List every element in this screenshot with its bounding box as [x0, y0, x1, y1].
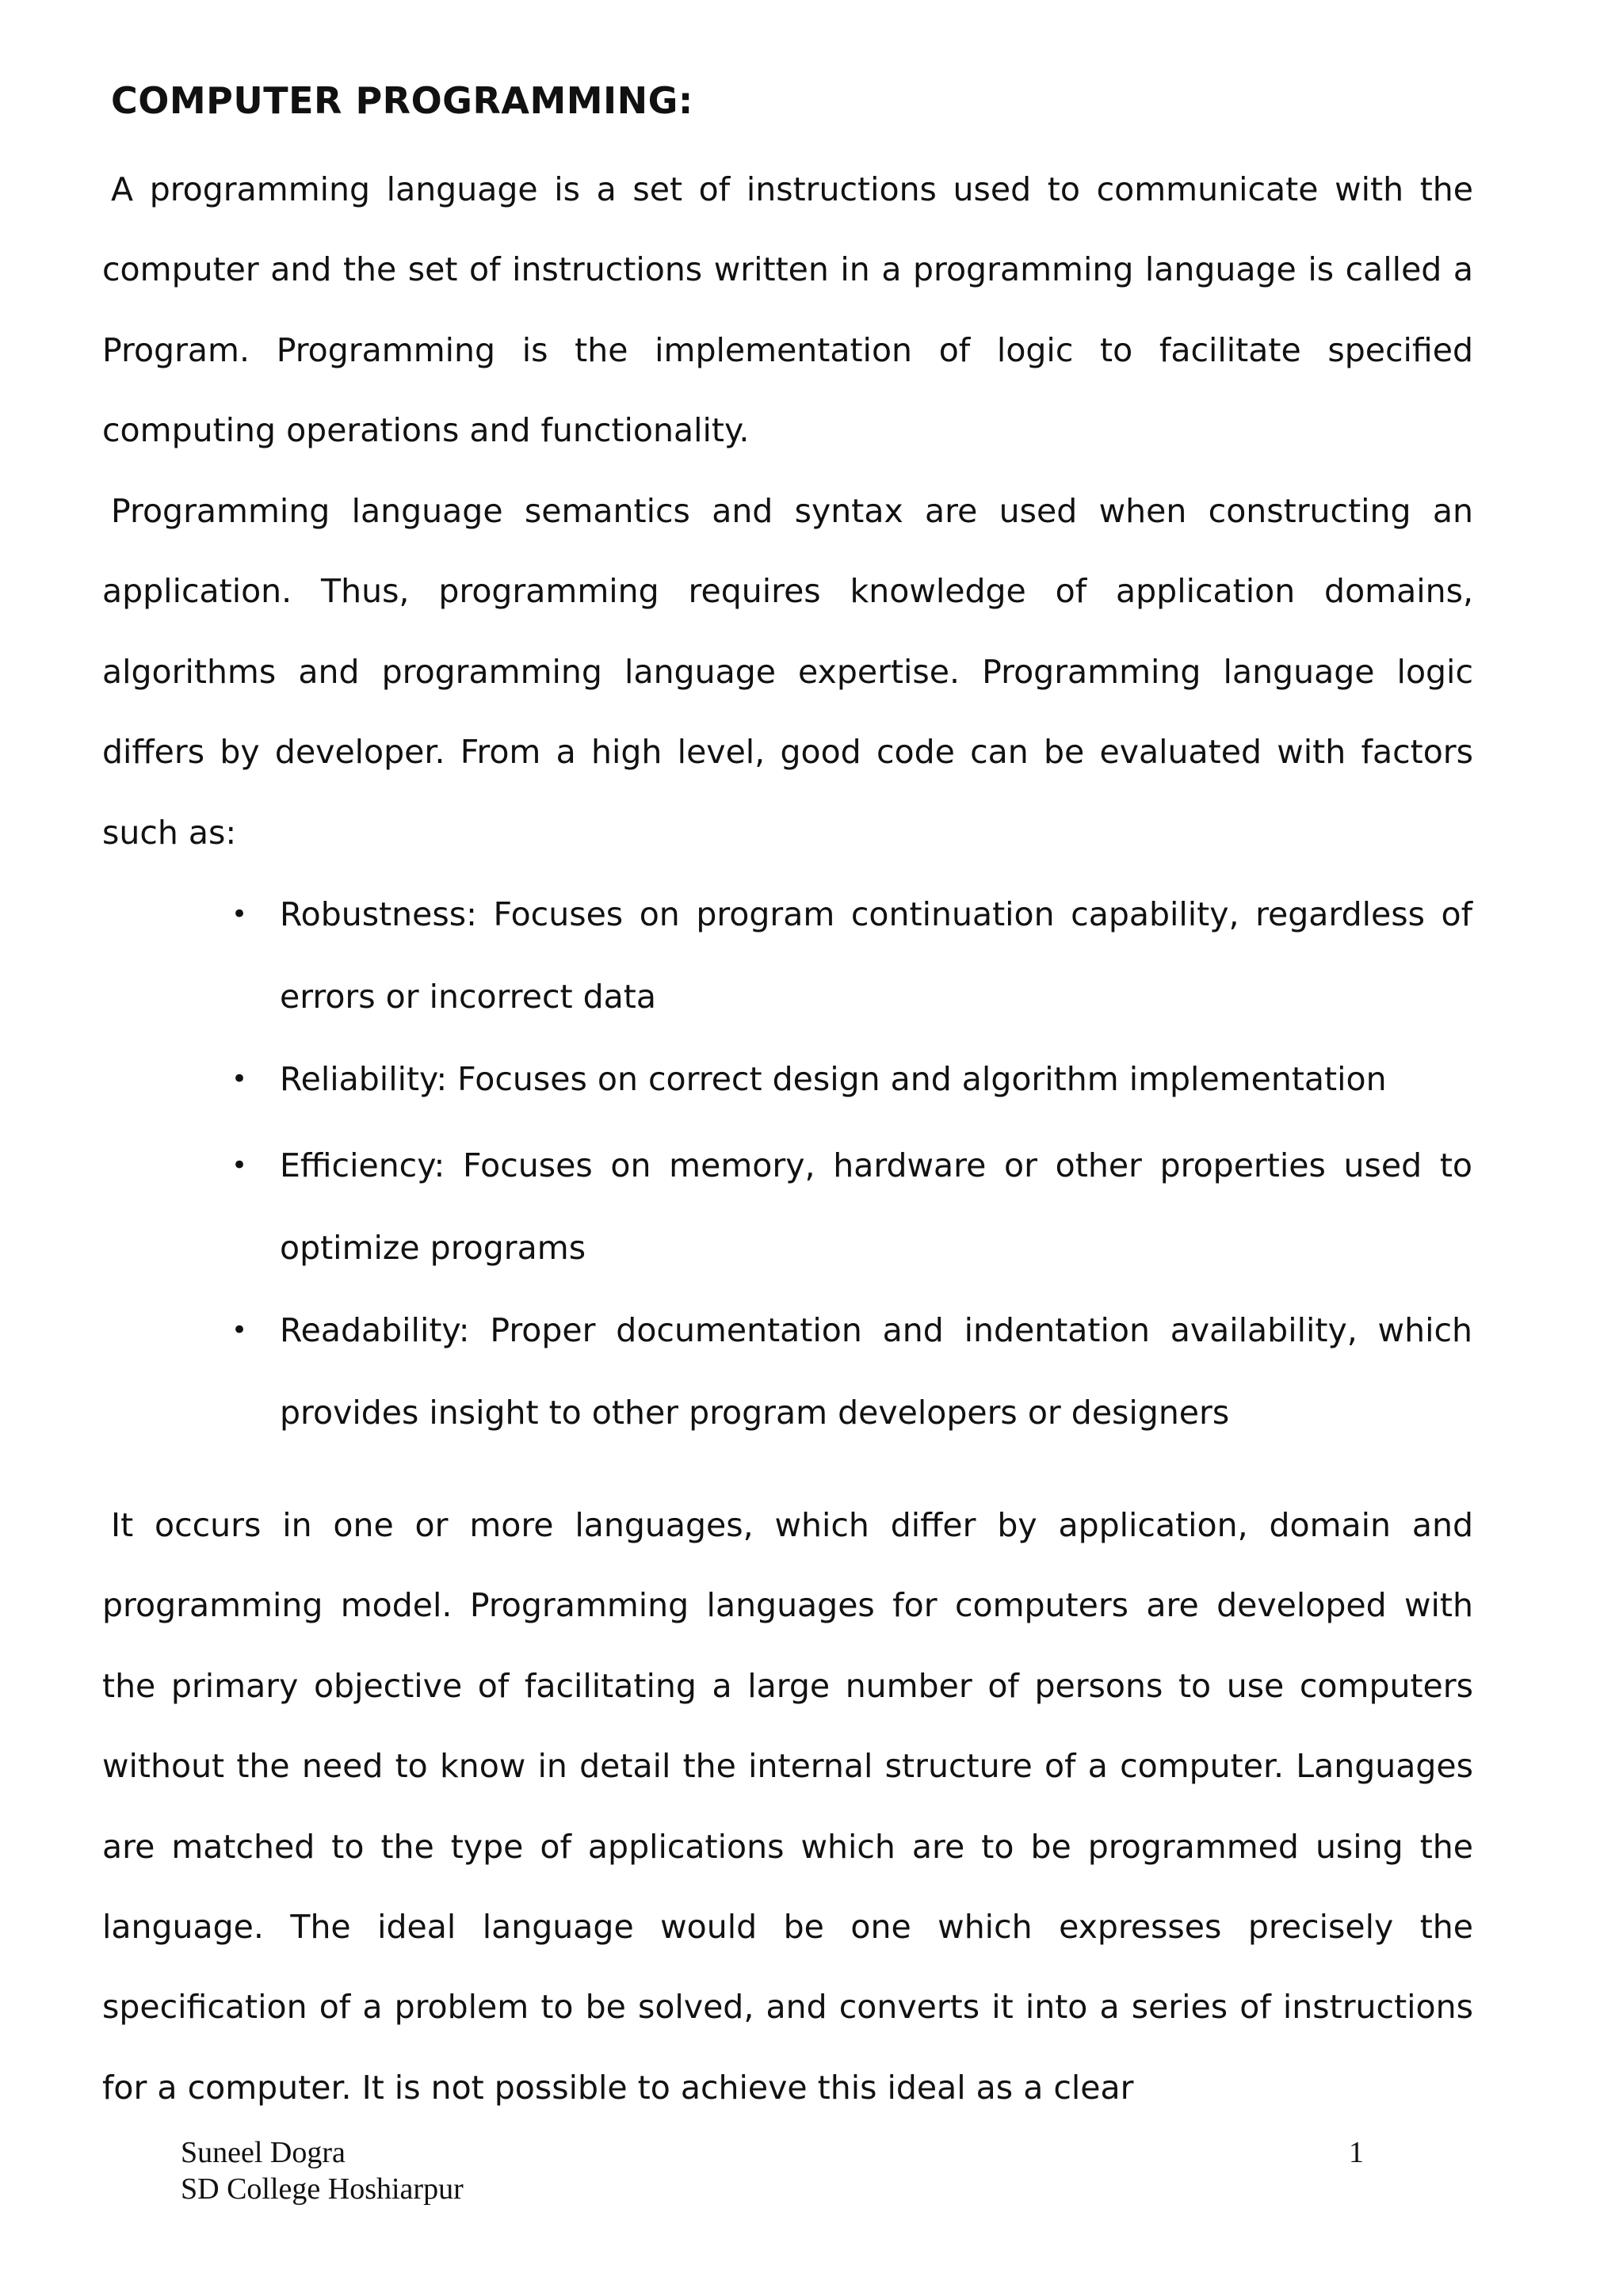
bullet-icon: •	[231, 1063, 248, 1095]
page-title: COMPUTER PROGRAMMING:	[111, 79, 693, 122]
list-item-reliability	[227, 1038, 1472, 1120]
list-item-robustness	[227, 873, 1472, 1038]
bullet-icon: •	[231, 1314, 248, 1346]
footer-author: Suneel Dogra	[181, 2136, 346, 2169]
list-item-text: Robustness: Focuses on program continuation capability, regardless of errors or incorrect data	[280, 895, 1472, 1016]
page-number: 1	[1349, 2136, 1364, 2169]
quality-factors-list	[227, 873, 1472, 1454]
bullet-icon: •	[231, 898, 248, 930]
paragraph-languages: It occurs in one or more languages, which differ by application, domain and programming model. Programming languages for computers are developed with the primary objective of facilitating a large number of persons to use computers without the need to know in detail the internal structure of a computer. Languages are matched to the type of applications which are to be programmed using the language. The ideal language would be one which expresses precisely the specification of a problem to be solved, and converts it into a series of instructions for a computer. It is not possible to achieve this ideal as a clear	[102, 1506, 1473, 2107]
list-item-efficiency	[227, 1124, 1472, 1289]
paragraph-semantics: Programming language semantics and syntax are used when constructing an application. Thus, programming requires knowledge of application domains, algorithms and programming language expertise. Programming language logic differs by developer. From a high level, good code can be evaluated with factors such as:	[102, 492, 1473, 852]
list-item-text: Readability: Proper documentation and indentation availability, which provides insight to other program developers or designers	[280, 1311, 1472, 1432]
list-item-text: Reliability: Focuses on correct design and algorithm implementation	[280, 1060, 1387, 1098]
list-item-text: Efficiency: Focuses on memory, hardware or other properties used to optimize programs	[280, 1146, 1472, 1267]
footer-institution: SD College Hoshiarpur	[181, 2172, 464, 2206]
footer-credit	[181, 2134, 464, 2207]
list-item-readability	[227, 1289, 1472, 1454]
bullet-icon: •	[231, 1150, 248, 1181]
paragraph-intro: A programming language is a set of instructions used to communicate with the computer and the set of instructions written in a programming language is called a Program. Programming is the implementation of logic to facilitate specified computing operations and functionality.	[102, 170, 1473, 450]
